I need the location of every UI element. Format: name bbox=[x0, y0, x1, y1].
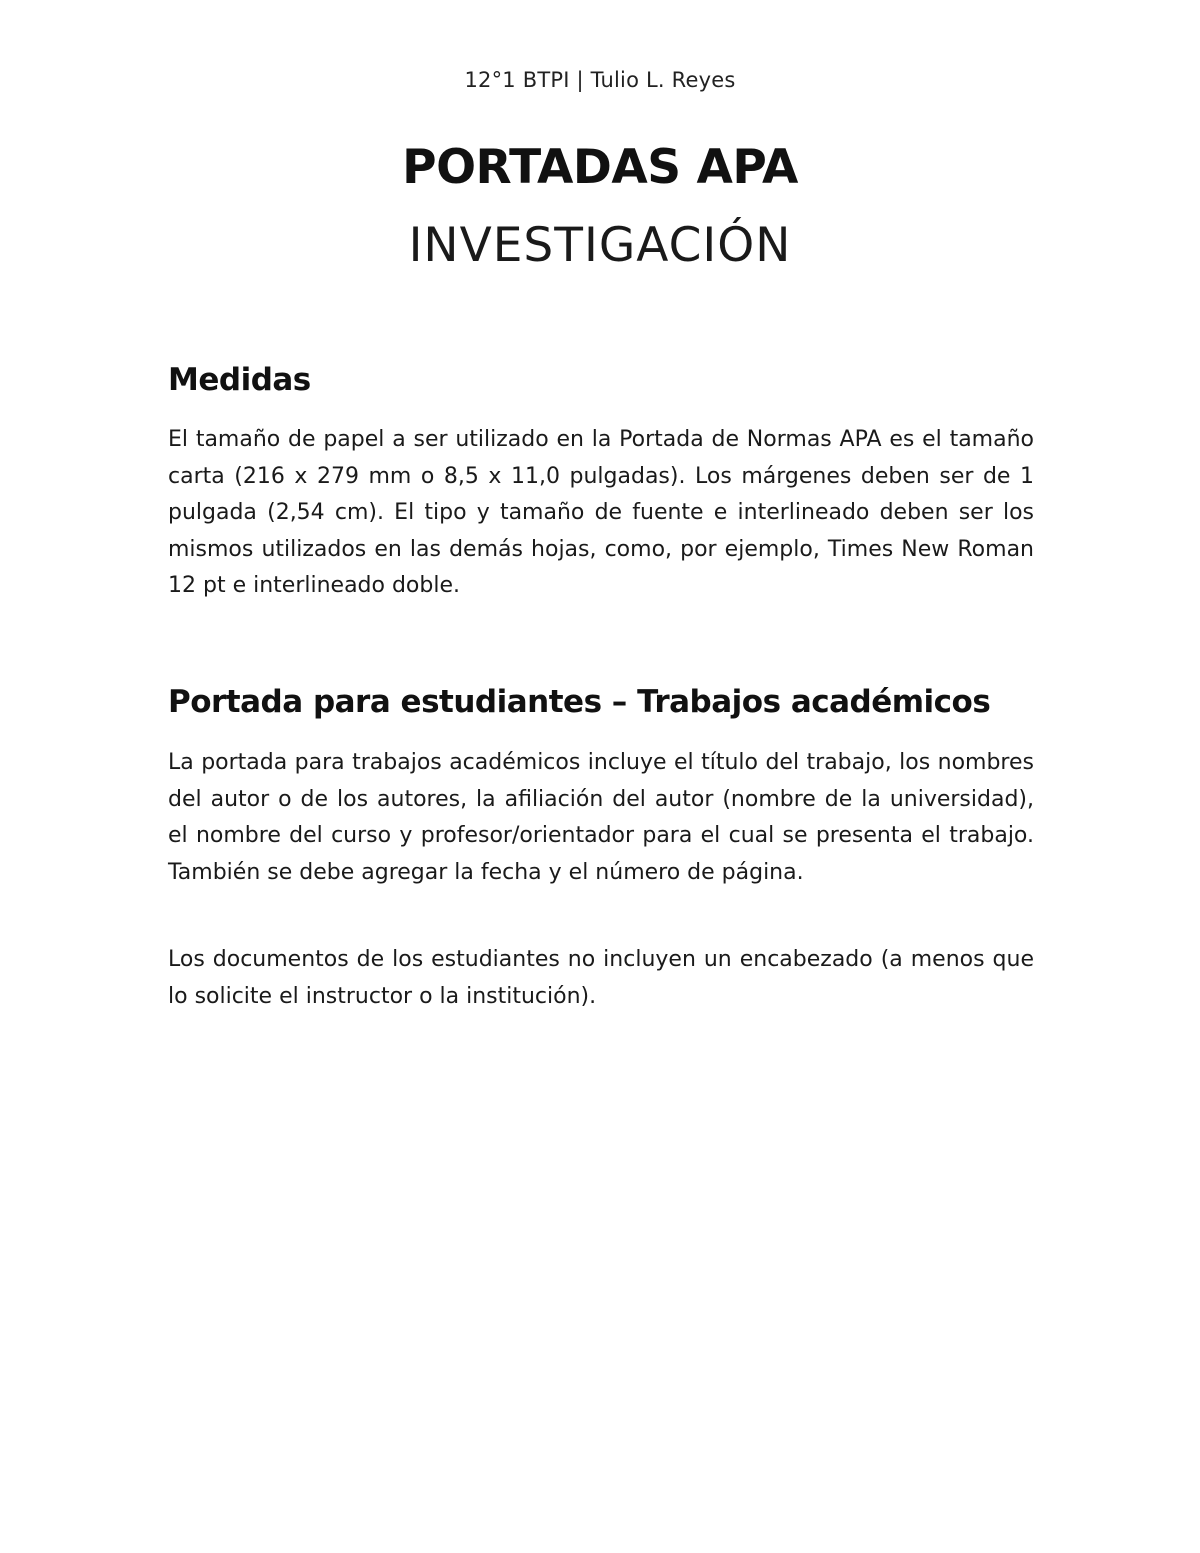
document-subtitle: INVESTIGACIÓN bbox=[408, 218, 792, 273]
page-header: 12°1 BTPI | Tulio L. Reyes bbox=[464, 68, 736, 92]
section-paragraph-medidas: El tamaño de papel a ser utilizado en la Portada de Normas APA es el tamaño carta (216 x 279 mm o 8,5 x 11,0 pulgadas). Los márgenes deben ser de 1 pulgada (2,54 cm). El tipo y tamaño de fuente e interlineado deben ser los mismos utilizados en las demás hojas, como, por ejemplo, Times New Roman 12 pt e interlineado doble. bbox=[168, 427, 1034, 598]
document-title: PORTADAS APA bbox=[402, 140, 798, 195]
section-paragraph-portada-encabezado: Los documentos de los estudiantes no incluyen un encabezado (a menos que lo solicite el instructor o la institución). bbox=[168, 947, 1034, 1009]
section-paragraph-portada-contenido: La portada para trabajos académicos incluye el título del trabajo, los nombres del autor o de los autores, la afiliación del autor (nombre de la universidad), el nombre del curso y profesor/orientador para el cual se presenta el trabajo. También se debe agregar la fecha y el número de página. bbox=[168, 750, 1034, 885]
section-heading-portada-estudiantes: Portada para estudiantes – Trabajos académicos bbox=[168, 684, 991, 720]
section-heading-medidas: Medidas bbox=[168, 362, 311, 398]
